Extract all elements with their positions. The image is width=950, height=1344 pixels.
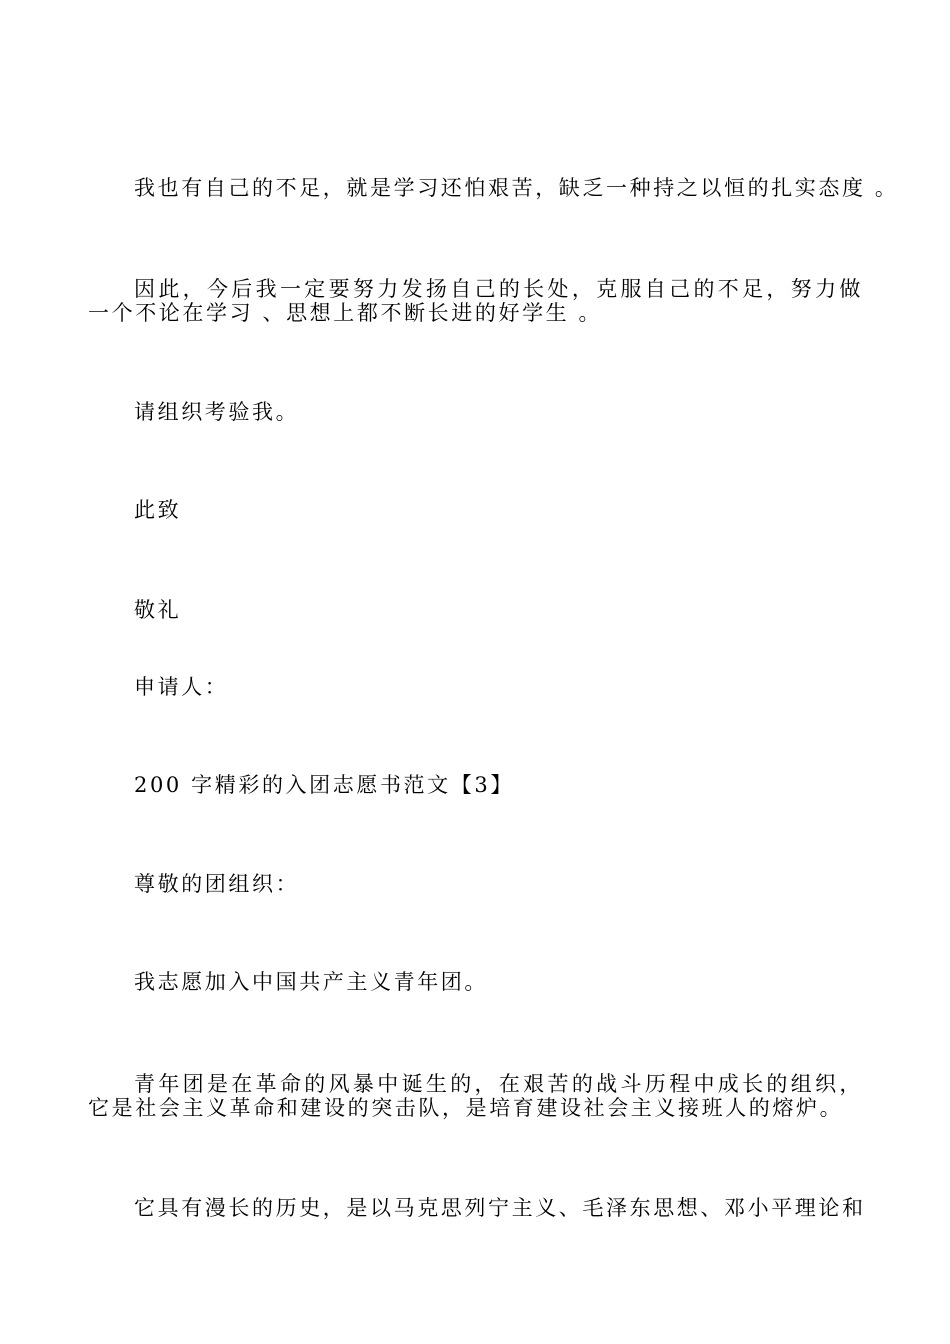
paragraph-league-intro: 青年团是在革命的风暴中诞生的，在艰苦的战斗历程中成长的组织，它是社会主义革命和建设的突击队，是培育建设社会主义接班人的熔炉。 xyxy=(88,1072,863,1120)
section-heading: 200 字精彩的入团志愿书范文【3】 xyxy=(134,773,514,797)
paragraph-league-history: 它具有漫长的历史，是以马克思列宁主义、毛泽东思想、邓小平理论和 xyxy=(134,1196,866,1220)
closing-salutation: 此致 xyxy=(134,498,182,522)
greeting: 尊敬的团组织： xyxy=(134,872,300,896)
applicant-label: 申请人： xyxy=(134,675,229,699)
paragraph-resolution: 因此，今后我一定要努力发扬自己的长处，克服自己的不足，努力做一个不论在学习 、思想上都不断长进的好学生 。 xyxy=(88,277,863,325)
paragraph-application: 我志愿加入中国共产主义青年团。 xyxy=(134,970,488,994)
paragraph-request-test: 请组织考验我。 xyxy=(134,400,300,424)
closing-regards: 敬礼 xyxy=(134,598,182,622)
paragraph-shortcomings: 我也有自己的不足，就是学习还怕艰苦，缺乏一种持之以恒的扎实态度 。 xyxy=(134,176,899,200)
